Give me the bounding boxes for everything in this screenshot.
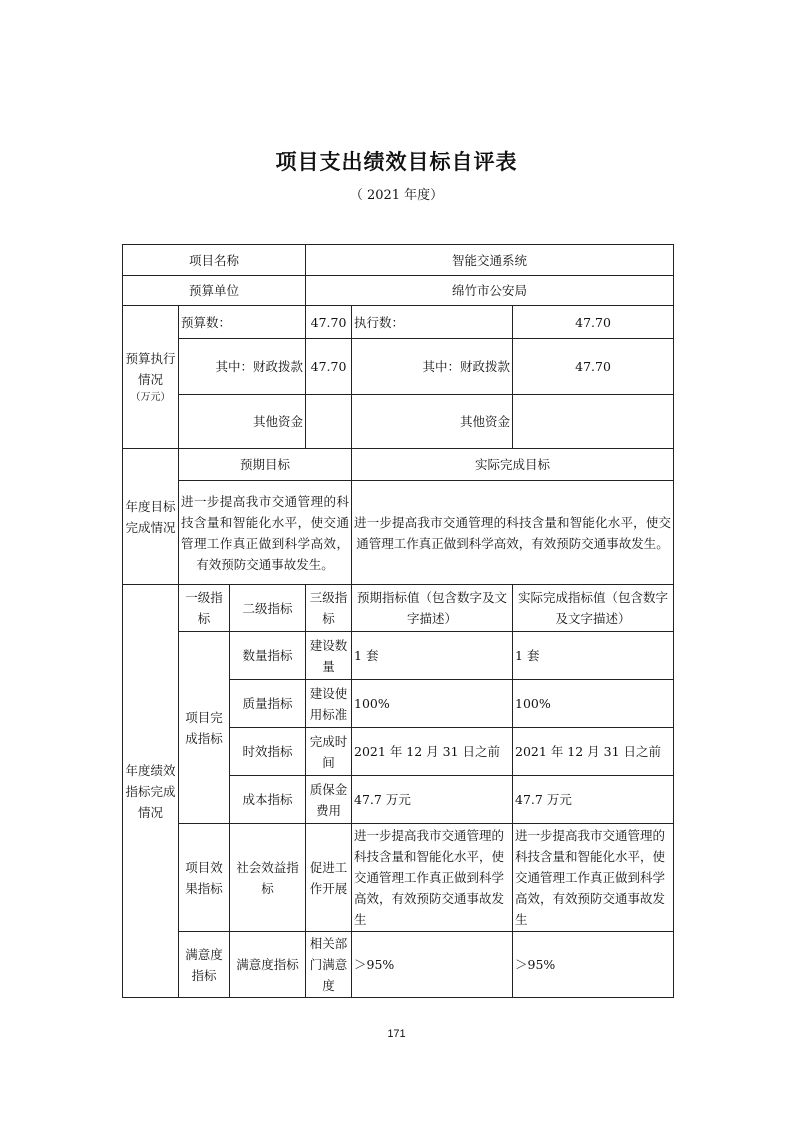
indicator-level2: 质量指标 <box>230 680 306 728</box>
page-number: 171 <box>387 1028 406 1040</box>
project-name-label: 项目名称 <box>123 245 306 276</box>
output-indicator-group: 项目完成指标 <box>179 632 230 824</box>
indicator-actual: 1 套 <box>513 632 674 680</box>
indicator-expected: 2021 年 12 月 31 日之前 <box>352 728 513 776</box>
indicator-level3: 相关部门满意度 <box>306 932 352 998</box>
actual-goal-text: 进一步提高我市交通管理的科技含量和智能化水平，使交通管理工作真正做到科学高效，有效预防交通事故发生。 <box>352 481 674 585</box>
indicator-expected: 进一步提高我市交通管理的科技含量和智能化水平，使交通管理工作真正做到科学高效，有效预防交通事故发生 <box>352 824 513 932</box>
other-funds-exec-label: 其他资金 <box>352 395 513 449</box>
indicator-level2: 成本指标 <box>230 776 306 824</box>
indicator-actual: ＞95% <box>513 932 674 998</box>
indicator-expected: 100% <box>352 680 513 728</box>
indicator-level3: 完成时间 <box>306 728 352 776</box>
budget-section-unit: （万元） <box>130 392 171 403</box>
indicator-level3: 建设使用标准 <box>306 680 352 728</box>
indicator-section-label: 年度绩效指标完成情况 <box>123 585 179 998</box>
fiscal-exec-value: 47.70 <box>513 339 674 395</box>
indicator-level3: 建设数量 <box>306 632 352 680</box>
indicator-level2: 数量指标 <box>230 632 306 680</box>
actual-goal-header: 实际完成目标 <box>352 449 674 481</box>
evaluation-table <box>122 244 674 998</box>
annual-goal-section-label: 年度目标完成情况 <box>123 449 179 585</box>
project-name-value: 智能交通系统 <box>306 245 674 276</box>
budget-unit-value: 绵竹市公安局 <box>306 276 674 306</box>
header-expected: 预期指标值（包含数字及文字描述） <box>352 585 513 632</box>
other-funds-budget <box>306 395 352 449</box>
budget-section-label <box>123 306 179 449</box>
other-funds-label: 其他资金 <box>179 395 306 449</box>
budget-unit-label: 预算单位 <box>123 276 306 306</box>
budget-section-text: 预算执行情况 <box>125 351 176 387</box>
indicator-expected: ＞95% <box>352 932 513 998</box>
header-actual: 实际完成指标值（包含数字及文字描述） <box>513 585 674 632</box>
expected-goal-text: 进一步提高我市交通管理的科技含量和智能化水平，使交通管理工作真正做到科学高效，有效预防交通事故发生。 <box>179 481 352 585</box>
indicator-level2: 社会效益指标 <box>230 824 306 932</box>
indicator-expected: 47.7 万元 <box>352 776 513 824</box>
exec-amount-value: 47.70 <box>513 306 674 339</box>
effect-indicator-group: 项目效果指标 <box>179 824 230 932</box>
satisfaction-indicator-group: 满意度指标 <box>179 932 230 998</box>
fiscal-budget-value: 47.70 <box>306 339 352 395</box>
indicator-expected: 1 套 <box>352 632 513 680</box>
expected-goal-header: 预期目标 <box>179 449 352 481</box>
indicator-actual: 进一步提高我市交通管理的科技含量和智能化水平，使交通管理工作真正做到科学高效，有效预防交通事故发生 <box>513 824 674 932</box>
budget-amount-value: 47.70 <box>306 306 352 339</box>
indicator-actual: 47.7 万元 <box>513 776 674 824</box>
fiscal-exec-label: 其中：财政拨款 <box>352 339 513 395</box>
header-level1: 一级指标 <box>179 585 230 632</box>
exec-amount-label: 执行数： <box>352 306 513 339</box>
indicator-level3: 质保金费用 <box>306 776 352 824</box>
page-title: 项目支出绩效目标自评表 <box>275 149 518 174</box>
other-funds-exec <box>513 395 674 449</box>
indicator-actual: 2021 年 12 月 31 日之前 <box>513 728 674 776</box>
budget-amount-label: 预算数： <box>179 306 306 339</box>
indicator-level2: 满意度指标 <box>230 932 306 998</box>
header-level3: 三级指标 <box>306 585 352 632</box>
header-level2: 二级指标 <box>230 585 306 632</box>
fiscal-budget-label: 其中：财政拨款 <box>179 339 306 395</box>
indicator-level2: 时效指标 <box>230 728 306 776</box>
indicator-actual: 100% <box>513 680 674 728</box>
year-subtitle: （ 2021 年度） <box>349 188 444 203</box>
indicator-level3: 促进工作开展 <box>306 824 352 932</box>
